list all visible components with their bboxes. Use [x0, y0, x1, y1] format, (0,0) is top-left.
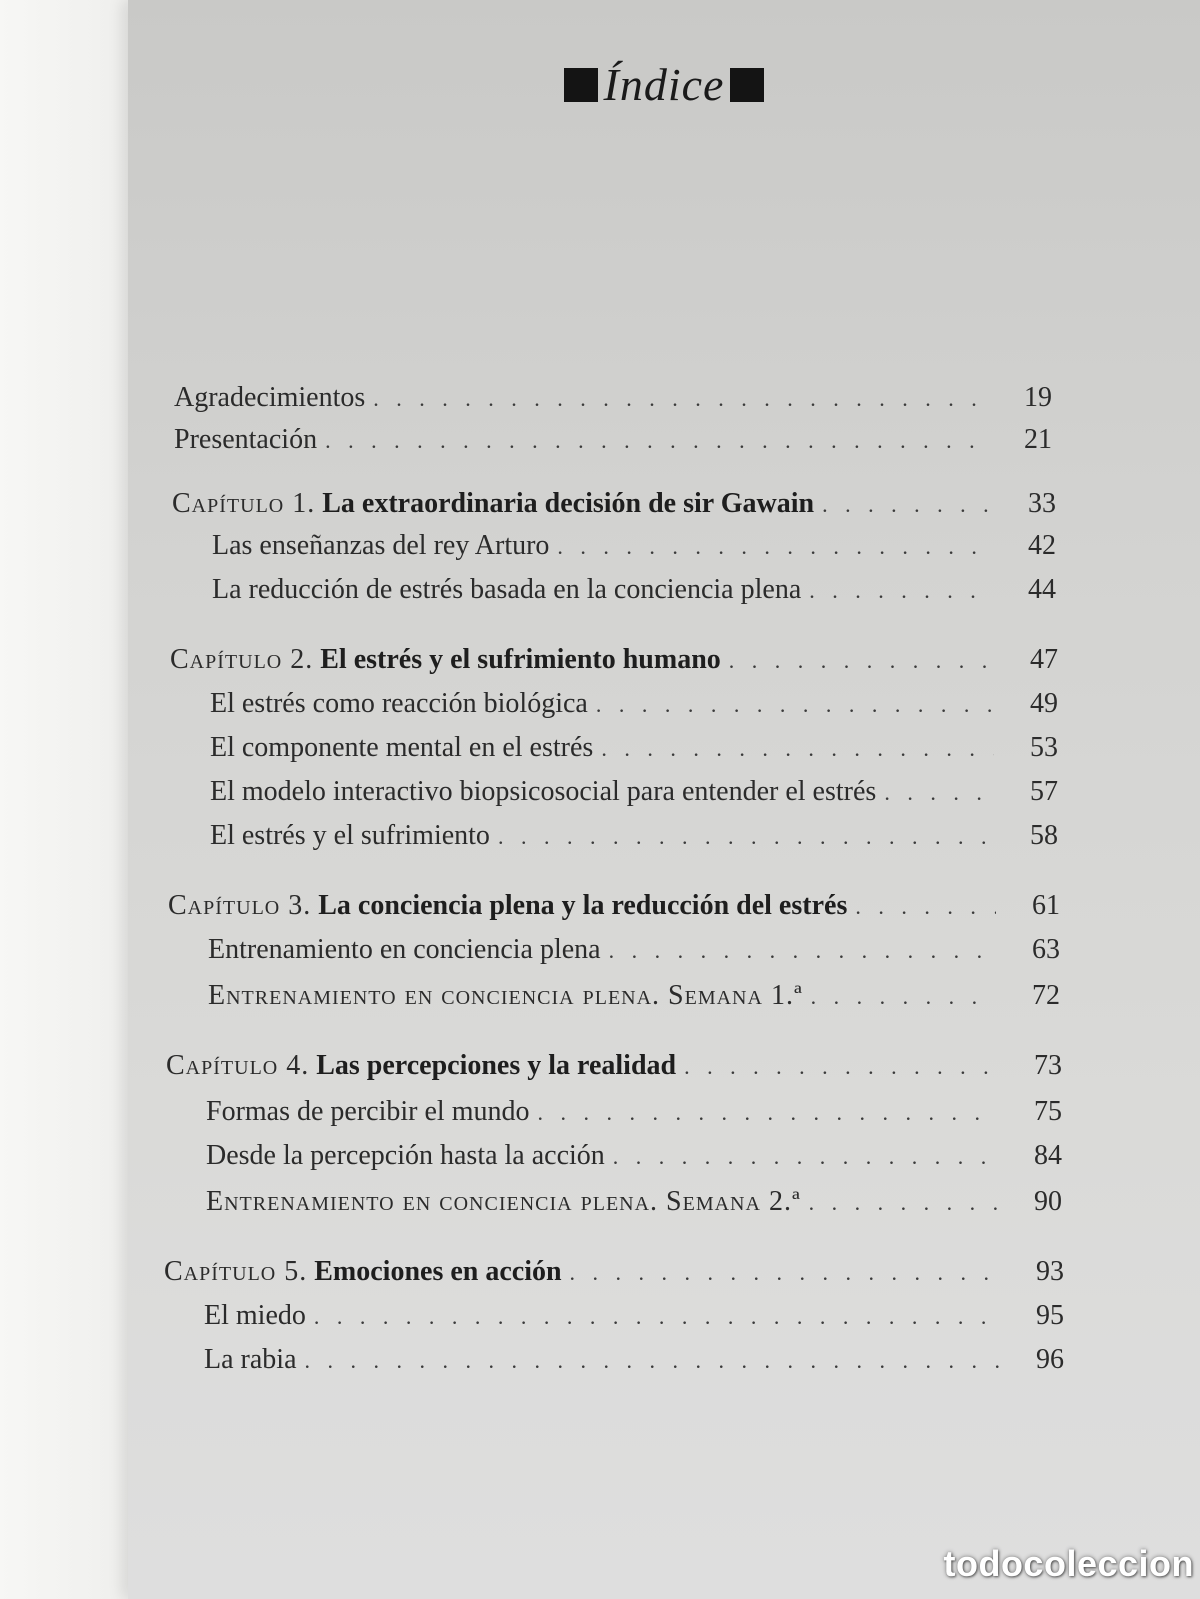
- chapter-title: Las percepciones y la realidad: [316, 1050, 677, 1081]
- dot-leader: [537, 1100, 998, 1126]
- entry-page-number: 49: [1030, 688, 1058, 719]
- toc-section: [204, 1344, 1064, 1384]
- dot-leader: [811, 984, 996, 1010]
- entry-page-number: 75: [1034, 1096, 1062, 1127]
- section-title: Entrenamiento en conciencia plena. Semana 1.ª: [208, 980, 803, 1011]
- toc-section-small-caps: [208, 980, 1060, 1020]
- toc-section: [210, 732, 1058, 772]
- entry-title: Agradecimientos: [174, 382, 366, 413]
- dot-leader: [498, 824, 994, 850]
- toc-section: [204, 1300, 1064, 1340]
- entry-page-number: 21: [1024, 424, 1052, 455]
- dot-leader: [609, 938, 996, 964]
- dot-leader: [325, 428, 988, 454]
- dot-leader: [684, 1054, 998, 1080]
- chapter-title: Emociones en acción: [314, 1256, 562, 1287]
- toc-chapter-4: [166, 1050, 1062, 1090]
- toc-chapter-5: [164, 1256, 1064, 1296]
- watermark-logo: todocoleccion: [943, 1543, 1194, 1584]
- dot-leader: [596, 692, 994, 718]
- toc-section: [210, 820, 1058, 860]
- entry-page-number: 73: [1034, 1050, 1062, 1081]
- section-title: Las enseñanzas del rey Arturo: [212, 530, 550, 561]
- entry-page-number: 96: [1036, 1344, 1064, 1375]
- section-title: Entrenamiento en conciencia plena. Semana 2.ª: [206, 1186, 801, 1217]
- chapter-title: El estrés y el sufrimiento humano: [320, 644, 721, 675]
- section-title: El estrés y el sufrimiento: [210, 820, 490, 851]
- section-title: Desde la percepción hasta la acción: [206, 1140, 605, 1171]
- entry-page-number: 90: [1034, 1186, 1062, 1217]
- chapter-title: La conciencia plena y la reducción del estrés: [318, 890, 848, 921]
- chapter-prefix: Capítulo 1.: [172, 488, 316, 519]
- chapter-prefix: Capítulo 5.: [164, 1256, 308, 1287]
- dot-leader: [314, 1304, 1000, 1330]
- toc-section: [212, 530, 1056, 570]
- dot-leader: [809, 578, 992, 604]
- dot-leader: [305, 1348, 1001, 1374]
- entry-page-number: 47: [1030, 644, 1058, 675]
- toc-section-small-caps: [206, 1186, 1062, 1226]
- dot-leader: [373, 386, 988, 412]
- chapter-prefix: Capítulo 3.: [168, 890, 312, 921]
- entry-page-number: 53: [1030, 732, 1058, 763]
- table-of-contents: [128, 0, 1200, 1599]
- dot-leader: [884, 780, 994, 806]
- section-title: El estrés como reacción biológica: [210, 688, 588, 719]
- dot-leader: [613, 1144, 998, 1170]
- dot-leader: [570, 1260, 1000, 1286]
- toc-section: [206, 1096, 1062, 1136]
- toc-chapter-3: [168, 890, 1060, 930]
- entry-page-number: 72: [1032, 980, 1060, 1011]
- toc-section: [212, 574, 1056, 614]
- section-title: La reducción de estrés basada en la conciencia plena: [212, 574, 802, 605]
- entry-page-number: 63: [1032, 934, 1060, 965]
- chapter-prefix: Capítulo 4.: [166, 1050, 310, 1081]
- entry-page-number: 57: [1030, 776, 1058, 807]
- entry-page-number: 84: [1034, 1140, 1062, 1171]
- section-title: El miedo: [204, 1300, 306, 1331]
- entry-page-number: 42: [1028, 530, 1056, 561]
- toc-chapter-2: [170, 644, 1058, 684]
- entry-page-number: 33: [1028, 488, 1056, 519]
- toc-section: [208, 934, 1060, 974]
- section-title: La rabia: [204, 1344, 297, 1375]
- dot-leader: [822, 492, 992, 518]
- toc-section: [210, 776, 1058, 816]
- title-text: Índice: [603, 59, 725, 110]
- toc-entry-agradecimientos: [174, 382, 1052, 422]
- section-title: Formas de percibir el mundo: [206, 1096, 530, 1127]
- background-edge: [0, 0, 128, 1599]
- toc-entry-presentacion: [174, 424, 1052, 464]
- section-title: Entrenamiento en conciencia plena: [208, 934, 601, 965]
- toc-section: [206, 1140, 1062, 1180]
- dot-leader: [809, 1190, 998, 1216]
- toc-section: [210, 688, 1058, 728]
- dot-leader: [729, 648, 994, 674]
- chapter-prefix: Capítulo 2.: [170, 644, 314, 675]
- dot-leader: [855, 894, 996, 920]
- entry-page-number: 95: [1036, 1300, 1064, 1331]
- entry-page-number: 93: [1036, 1256, 1064, 1287]
- chapter-title: La extraordinaria decisión de sir Gawain: [322, 488, 815, 519]
- toc-chapter-1: [172, 488, 1056, 528]
- entry-title: Presentación: [174, 424, 318, 455]
- entry-page-number: 44: [1028, 574, 1056, 605]
- entry-page-number: 61: [1032, 890, 1060, 921]
- entry-page-number: 58: [1030, 820, 1058, 851]
- section-title: El componente mental en el estrés: [210, 732, 594, 763]
- dot-leader: [601, 736, 994, 762]
- dot-leader: [557, 534, 992, 560]
- book-page: [128, 0, 1200, 1599]
- section-title: El modelo interactivo biopsicosocial para entender el estrés: [210, 776, 877, 807]
- entry-page-number: 19: [1024, 382, 1052, 413]
